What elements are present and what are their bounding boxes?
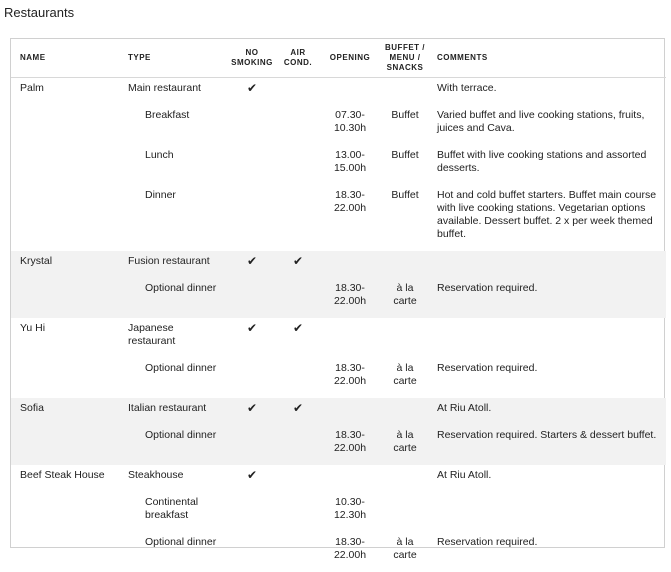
cell-buffet-text: Buffet <box>391 109 418 121</box>
cell-no-smoking <box>229 185 275 251</box>
cell-name-text: Palm <box>20 82 44 94</box>
header-name: NAME <box>11 39 122 78</box>
table-body <box>11 78 666 572</box>
table-row <box>11 358 666 398</box>
cell-no-smoking <box>229 465 275 492</box>
cell-no-smoking <box>229 425 275 465</box>
cell-opening-text: 18.30- 22.00h <box>334 362 366 387</box>
cell-buffet-text: à la carte <box>393 282 416 307</box>
cell-comments-text: Varied buffet and live cooking stations, fruits, juices and Cava. <box>437 109 644 134</box>
cell-air-cond <box>275 358 321 398</box>
cell-air-cond <box>275 425 321 465</box>
cell-opening <box>321 532 379 572</box>
cell-type <box>122 492 229 532</box>
cell-air-cond <box>275 465 321 492</box>
checkmark-icon: ✔ <box>247 254 257 268</box>
cell-buffet <box>379 465 431 492</box>
cell-opening-text: 18.30- 22.00h <box>334 536 366 561</box>
cell-buffet <box>379 251 431 278</box>
cell-name <box>11 425 122 465</box>
cell-comments <box>431 145 666 185</box>
cell-buffet <box>379 145 431 185</box>
cell-name <box>11 78 122 106</box>
cell-opening <box>321 425 379 465</box>
cell-comments <box>431 358 666 398</box>
table-row <box>11 251 666 278</box>
cell-name-text: Sofia <box>20 402 44 414</box>
cell-opening <box>321 358 379 398</box>
header-type: TYPE <box>122 39 229 78</box>
cell-type-text: Lunch <box>145 149 174 161</box>
cell-opening-text: 18.30- 22.00h <box>334 189 366 214</box>
cell-name <box>11 185 122 251</box>
table-row <box>11 532 666 572</box>
cell-type <box>122 145 229 185</box>
cell-opening <box>321 105 379 145</box>
cell-name <box>11 105 122 145</box>
header-air-cond <box>275 39 321 78</box>
cell-name-text: Beef Steak House <box>20 469 105 481</box>
cell-comments <box>431 318 666 358</box>
cell-comments-text: With terrace. <box>437 82 497 94</box>
cell-type-text: Japanese restaurant <box>128 322 175 347</box>
cell-name-text: Yu Hi <box>20 322 45 334</box>
table-row <box>11 145 666 185</box>
cell-type <box>122 185 229 251</box>
cell-name <box>11 145 122 185</box>
restaurants-table <box>11 39 666 572</box>
cell-buffet <box>379 105 431 145</box>
cell-type-text: Continental breakfast <box>145 496 198 521</box>
cell-name <box>11 398 122 425</box>
cell-no-smoking <box>229 278 275 318</box>
cell-air-cond <box>275 492 321 532</box>
cell-air-cond <box>275 145 321 185</box>
cell-buffet <box>379 425 431 465</box>
cell-air-cond <box>275 278 321 318</box>
cell-comments-text: Reservation required. <box>437 362 537 374</box>
header-comments: COMMENTS <box>431 39 666 78</box>
cell-buffet <box>379 398 431 425</box>
cell-opening <box>321 78 379 106</box>
cell-no-smoking <box>229 318 275 358</box>
cell-air-cond <box>275 532 321 572</box>
page-title: Restaurants <box>4 5 74 20</box>
cell-opening-text: 13.00- 15.00h <box>334 149 366 174</box>
cell-buffet-text: à la carte <box>393 536 416 561</box>
cell-name <box>11 251 122 278</box>
table-row <box>11 465 666 492</box>
cell-opening <box>321 492 379 532</box>
cell-no-smoking <box>229 358 275 398</box>
cell-comments-text: At Riu Atoll. <box>437 469 491 481</box>
checkmark-icon: ✔ <box>247 468 257 482</box>
cell-type-text: Optional dinner <box>145 429 216 441</box>
cell-comments-text: Reservation required. Starters & dessert buffet. <box>437 429 656 441</box>
cell-no-smoking <box>229 492 275 532</box>
cell-air-cond <box>275 318 321 358</box>
cell-buffet <box>379 78 431 106</box>
cell-type-text: Breakfast <box>145 109 189 121</box>
header-opening: OPENING <box>321 39 379 78</box>
cell-buffet-text: à la carte <box>393 362 416 387</box>
cell-type <box>122 425 229 465</box>
cell-comments-text: Buffet with live cooking stations and assorted desserts. <box>437 149 646 174</box>
checkmark-icon: ✔ <box>247 81 257 95</box>
cell-comments <box>431 465 666 492</box>
restaurants-table-container <box>10 38 665 548</box>
cell-buffet <box>379 318 431 358</box>
cell-type-text: Italian restaurant <box>128 402 206 414</box>
table-row <box>11 78 666 106</box>
cell-name <box>11 318 122 358</box>
cell-comments <box>431 78 666 106</box>
cell-comments <box>431 425 666 465</box>
cell-comments-text: At Riu Atoll. <box>437 402 491 414</box>
cell-no-smoking <box>229 251 275 278</box>
checkmark-icon: ✔ <box>293 401 303 415</box>
table-header-row <box>11 39 666 78</box>
cell-comments <box>431 492 666 532</box>
cell-name <box>11 492 122 532</box>
cell-opening <box>321 465 379 492</box>
header-buffet-line2: MENU / <box>379 53 431 63</box>
cell-type <box>122 78 229 106</box>
cell-type <box>122 278 229 318</box>
cell-type <box>122 358 229 398</box>
checkmark-icon: ✔ <box>293 321 303 335</box>
cell-comments <box>431 105 666 145</box>
cell-comments <box>431 532 666 572</box>
cell-type-text: Optional dinner <box>145 536 216 548</box>
header-buffet-line3: SNACKS <box>379 63 431 73</box>
cell-type-text: Optional dinner <box>145 282 216 294</box>
cell-buffet-text: à la carte <box>393 429 416 454</box>
cell-opening-text: 18.30- 22.00h <box>334 282 366 307</box>
cell-name <box>11 532 122 572</box>
header-no-smoking-line1: NO <box>229 48 275 58</box>
cell-buffet <box>379 185 431 251</box>
cell-type-text: Dinner <box>145 189 176 201</box>
cell-buffet <box>379 358 431 398</box>
cell-type-text: Optional dinner <box>145 362 216 374</box>
cell-opening <box>321 318 379 358</box>
checkmark-icon: ✔ <box>293 254 303 268</box>
cell-buffet <box>379 532 431 572</box>
table-row <box>11 492 666 532</box>
cell-no-smoking <box>229 532 275 572</box>
cell-no-smoking <box>229 78 275 106</box>
cell-type <box>122 251 229 278</box>
cell-no-smoking <box>229 145 275 185</box>
header-no-smoking <box>229 39 275 78</box>
cell-name <box>11 278 122 318</box>
cell-opening-text: 18.30- 22.00h <box>334 429 366 454</box>
cell-air-cond <box>275 398 321 425</box>
header-buffet-line1: BUFFET / <box>379 43 431 53</box>
cell-comments-text: Hot and cold buffet starters. Buffet main course with live cooking stations. Vegetarian options available. Dessert buffet. 2 x per week themed buffet. <box>437 189 656 240</box>
header-air-cond-line2: COND. <box>275 58 321 68</box>
cell-no-smoking <box>229 398 275 425</box>
cell-opening <box>321 185 379 251</box>
cell-comments-text: Reservation required. <box>437 282 537 294</box>
table-row <box>11 318 666 358</box>
cell-opening-text: 10.30- 12.30h <box>334 496 366 521</box>
cell-comments <box>431 278 666 318</box>
cell-name-text: Krystal <box>20 255 52 267</box>
cell-type <box>122 318 229 358</box>
cell-comments <box>431 398 666 425</box>
checkmark-icon: ✔ <box>247 401 257 415</box>
table-row <box>11 398 666 425</box>
cell-buffet <box>379 492 431 532</box>
table-row <box>11 425 666 465</box>
table-row <box>11 185 666 251</box>
cell-type <box>122 398 229 425</box>
table-row <box>11 278 666 318</box>
cell-name <box>11 358 122 398</box>
cell-type-text: Steakhouse <box>128 469 183 481</box>
cell-comments <box>431 251 666 278</box>
cell-air-cond <box>275 251 321 278</box>
cell-air-cond <box>275 78 321 106</box>
cell-type <box>122 105 229 145</box>
cell-no-smoking <box>229 105 275 145</box>
cell-type-text: Main restaurant <box>128 82 201 94</box>
cell-buffet <box>379 278 431 318</box>
cell-opening <box>321 398 379 425</box>
cell-type-text: Fusion restaurant <box>128 255 210 267</box>
header-no-smoking-line2: SMOKING <box>229 58 275 68</box>
cell-name <box>11 465 122 492</box>
table-row <box>11 105 666 145</box>
cell-comments-text: Reservation required. <box>437 536 537 548</box>
cell-type <box>122 465 229 492</box>
cell-opening-text: 07.30- 10.30h <box>334 109 366 134</box>
cell-buffet-text: Buffet <box>391 149 418 161</box>
cell-comments <box>431 185 666 251</box>
cell-type <box>122 532 229 572</box>
cell-buffet-text: Buffet <box>391 189 418 201</box>
cell-opening <box>321 278 379 318</box>
header-buffet <box>379 39 431 78</box>
cell-air-cond <box>275 185 321 251</box>
header-air-cond-line1: AIR <box>275 48 321 58</box>
cell-opening <box>321 251 379 278</box>
cell-air-cond <box>275 105 321 145</box>
cell-opening <box>321 145 379 185</box>
checkmark-icon: ✔ <box>247 321 257 335</box>
